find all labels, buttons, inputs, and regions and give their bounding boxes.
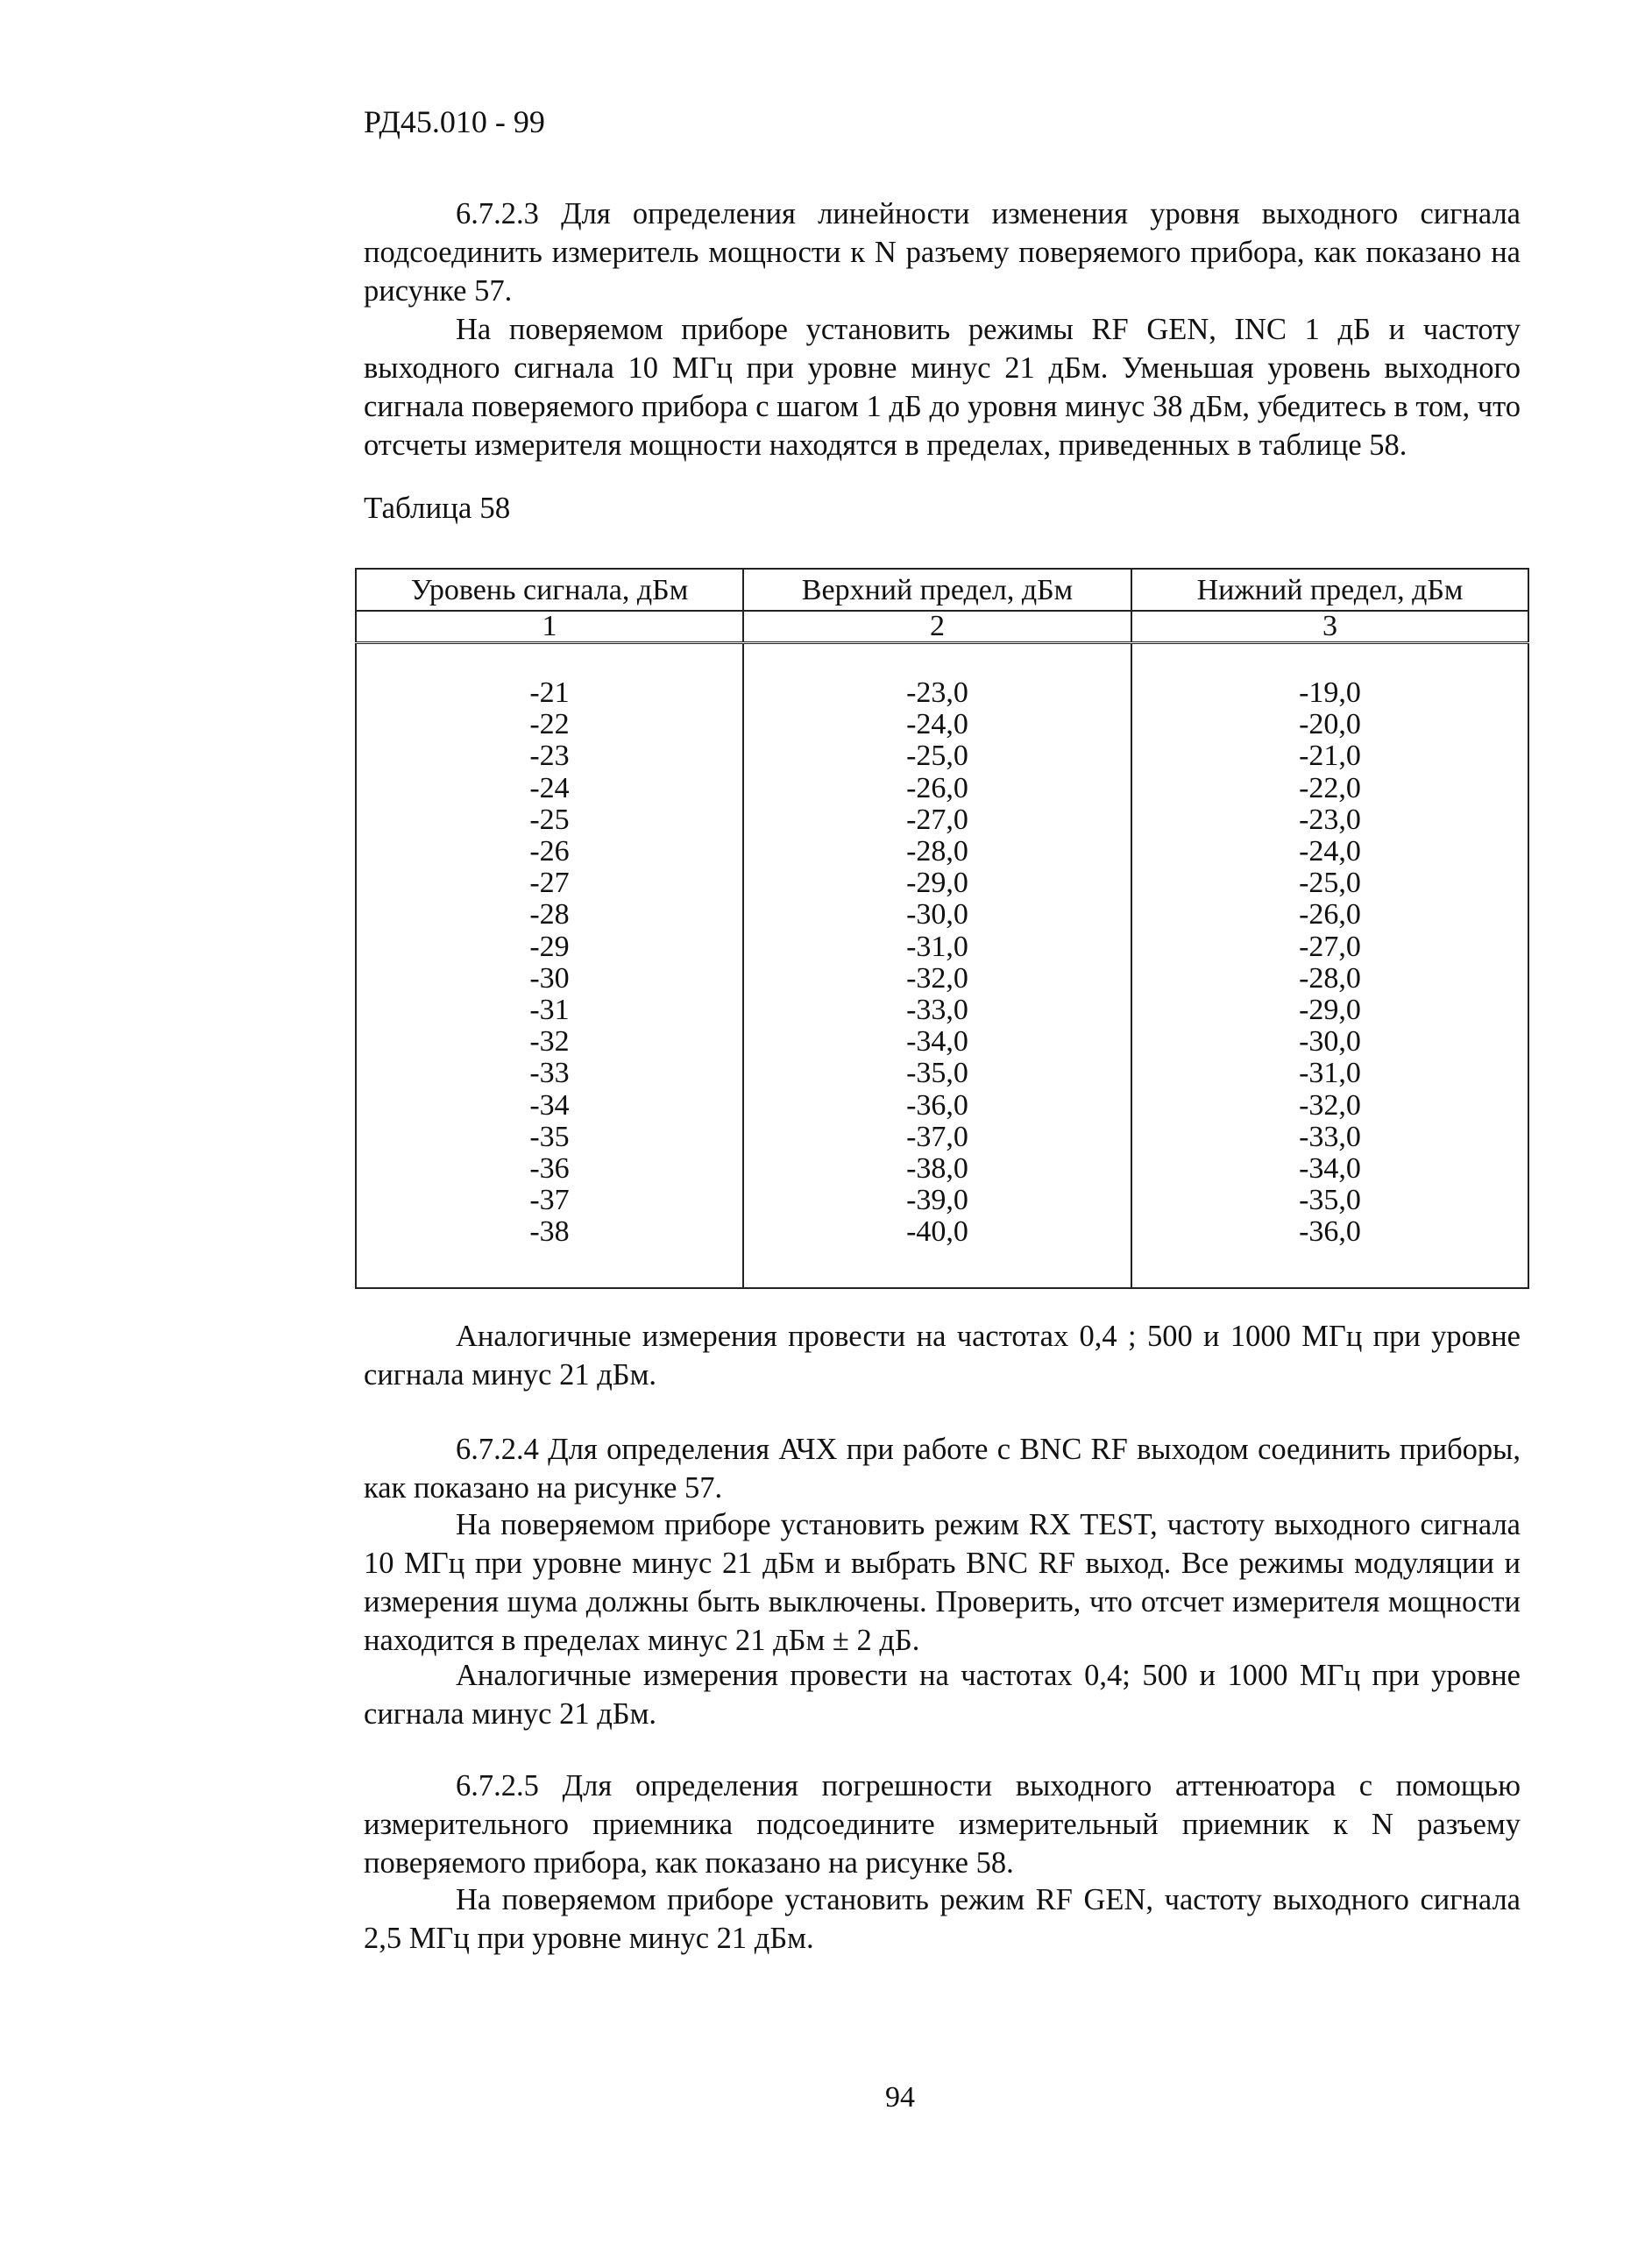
spacer-cell: [1131, 643, 1528, 678]
spacer-cell: [356, 1249, 743, 1288]
cell-signal-level: -25: [356, 804, 743, 836]
limits-table: [355, 568, 1529, 1289]
cell-signal-level: -36: [356, 1153, 743, 1185]
paragraph-analogous-measurements-2: Аналогичные измерения провести на частотах 0,4; 500 и 1000 МГц при уровне сигнала минус 21 дБм.: [364, 1659, 1521, 1731]
cell-upper-limit: -35,0: [743, 1058, 1131, 1089]
cell-upper-limit: -39,0: [743, 1185, 1131, 1216]
cell-upper-limit: -37,0: [743, 1122, 1131, 1153]
cell-upper-limit: -24,0: [743, 709, 1131, 740]
paragraph-6-7-2-5: 6.7.2.5 Для определения погрешности выходного аттенюатора с помощью измерительного приемника подсоедините измерительный приемник к N разъему поверяемого прибора, как показано на рисунке 58.: [364, 1769, 1521, 1880]
cell-lower-limit: -30,0: [1131, 1026, 1528, 1058]
cell-upper-limit: -40,0: [743, 1216, 1131, 1248]
column-number: 3: [1131, 611, 1528, 643]
table-row: [356, 773, 1528, 804]
table-row: [356, 677, 1528, 709]
paragraph-6-7-2-4: 6.7.2.4 Для определения АЧХ при работе с BNC RF выходом соединить приборы, как показано на рисунке 57.: [364, 1433, 1521, 1505]
cell-upper-limit: -26,0: [743, 773, 1131, 804]
cell-lower-limit: -31,0: [1131, 1058, 1528, 1089]
table-spacer-row: [356, 1249, 1528, 1288]
document-code-header: РД45.010 - 99: [364, 104, 545, 139]
spacer-cell: [1131, 1249, 1528, 1288]
cell-signal-level: -33: [356, 1058, 743, 1089]
cell-lower-limit: -21,0: [1131, 740, 1528, 772]
cell-upper-limit: -38,0: [743, 1153, 1131, 1185]
cell-upper-limit: -33,0: [743, 995, 1131, 1026]
cell-lower-limit: -29,0: [1131, 995, 1528, 1026]
paragraph-rx-test-setup: На поверяемом приборе установить режим RX TEST, частоту выходного сигнала 10 МГц при уровне минус 21 дБм и выбрать BNC RF выход. Все режимы модуляции и измерения шума должны быть выключены. Проверить, что отсчет измерителя мощности находится в пределах минус 21 дБм ± 2 дБ.: [364, 1508, 1521, 1657]
table-row: [356, 1090, 1528, 1122]
cell-signal-level: -38: [356, 1216, 743, 1248]
cell-upper-limit: -25,0: [743, 740, 1131, 772]
page-number: 94: [885, 2081, 915, 2114]
cell-lower-limit: -35,0: [1131, 1185, 1528, 1216]
cell-signal-level: -31: [356, 995, 743, 1026]
cell-lower-limit: -33,0: [1131, 1122, 1528, 1153]
cell-signal-level: -29: [356, 931, 743, 963]
table-row: [356, 868, 1528, 899]
table-row: [356, 995, 1528, 1026]
cell-lower-limit: -19,0: [1131, 677, 1528, 709]
cell-signal-level: -26: [356, 836, 743, 868]
paragraph-rf-gen-setup: На поверяемом приборе установить режим RF GEN, частоту выходного сигнала 2,5 МГц при уровне минус 21 дБм.: [364, 1883, 1521, 1955]
table-row: [356, 899, 1528, 931]
table-row: [356, 740, 1528, 772]
cell-lower-limit: -22,0: [1131, 773, 1528, 804]
table-row: [356, 804, 1528, 836]
cell-signal-level: -34: [356, 1090, 743, 1122]
cell-signal-level: -32: [356, 1026, 743, 1058]
cell-upper-limit: -31,0: [743, 931, 1131, 963]
table-row: [356, 1026, 1528, 1058]
cell-lower-limit: -23,0: [1131, 804, 1528, 836]
table-row: [356, 963, 1528, 995]
table-row: [356, 1058, 1528, 1089]
table-row: [356, 836, 1528, 868]
cell-upper-limit: -23,0: [743, 677, 1131, 709]
cell-signal-level: -35: [356, 1122, 743, 1153]
table-row: [356, 931, 1528, 963]
table-row: [356, 1153, 1528, 1185]
header-lower-limit: Нижний предел, дБм: [1131, 569, 1528, 611]
cell-lower-limit: -25,0: [1131, 868, 1528, 899]
cell-upper-limit: -27,0: [743, 804, 1131, 836]
cell-upper-limit: -36,0: [743, 1090, 1131, 1122]
table-body: [356, 643, 1528, 1288]
cell-lower-limit: -32,0: [1131, 1090, 1528, 1122]
column-number: 2: [743, 611, 1131, 643]
spacer-cell: [356, 643, 743, 678]
cell-signal-level: -30: [356, 963, 743, 995]
cell-signal-level: -27: [356, 868, 743, 899]
table-row: [356, 709, 1528, 740]
header-signal-level: Уровень сигнала, дБм: [356, 569, 743, 611]
cell-lower-limit: -28,0: [1131, 963, 1528, 995]
cell-lower-limit: -27,0: [1131, 931, 1528, 963]
table-row: [356, 1185, 1528, 1216]
cell-upper-limit: -32,0: [743, 963, 1131, 995]
paragraph-6-7-2-3: 6.7.2.3 Для определения линейности изменения уровня выходного сигнала подсоединить измеритель мощности к N разъему поверяемого прибора, как показано на рисунке 57.: [364, 197, 1521, 308]
cell-lower-limit: -36,0: [1131, 1216, 1528, 1248]
cell-upper-limit: -28,0: [743, 836, 1131, 868]
table-column-numbers: [356, 611, 1528, 643]
cell-signal-level: -37: [356, 1185, 743, 1216]
table-spacer-row: [356, 643, 1528, 678]
cell-lower-limit: -26,0: [1131, 899, 1528, 931]
cell-lower-limit: -34,0: [1131, 1153, 1528, 1185]
cell-lower-limit: -24,0: [1131, 836, 1528, 868]
column-number: 1: [356, 611, 743, 643]
cell-upper-limit: -29,0: [743, 868, 1131, 899]
table-row: [356, 1216, 1528, 1248]
table-header-row: [356, 569, 1528, 611]
table-caption: Таблица 58: [364, 491, 511, 525]
paragraph-analogous-measurements-1: Аналогичные измерения провести на частотах 0,4 ; 500 и 1000 МГц при уровне сигнала минус 21 дБм.: [364, 1320, 1521, 1392]
table-row: [356, 1122, 1528, 1153]
cell-signal-level: -24: [356, 773, 743, 804]
spacer-cell: [743, 643, 1131, 678]
header-upper-limit: Верхний предел, дБм: [743, 569, 1131, 611]
cell-upper-limit: -30,0: [743, 899, 1131, 931]
paragraph-setup-instructions: На поверяемом приборе установить режимы RF GEN, INC 1 дБ и частоту выходного сигнала 10 МГц при уровне минус 21 дБм. Уменьшая уровень выходного сигнала поверяемого прибора с шагом 1 дБ до уровня минус 38 дБм, убедитесь в том, что отсчеты измерителя мощности находятся в пределах, приведенных в таблице 58.: [364, 313, 1521, 462]
cell-signal-level: -21: [356, 677, 743, 709]
spacer-cell: [743, 1249, 1131, 1288]
cell-signal-level: -22: [356, 709, 743, 740]
cell-lower-limit: -20,0: [1131, 709, 1528, 740]
cell-upper-limit: -34,0: [743, 1026, 1131, 1058]
cell-signal-level: -28: [356, 899, 743, 931]
cell-signal-level: -23: [356, 740, 743, 772]
